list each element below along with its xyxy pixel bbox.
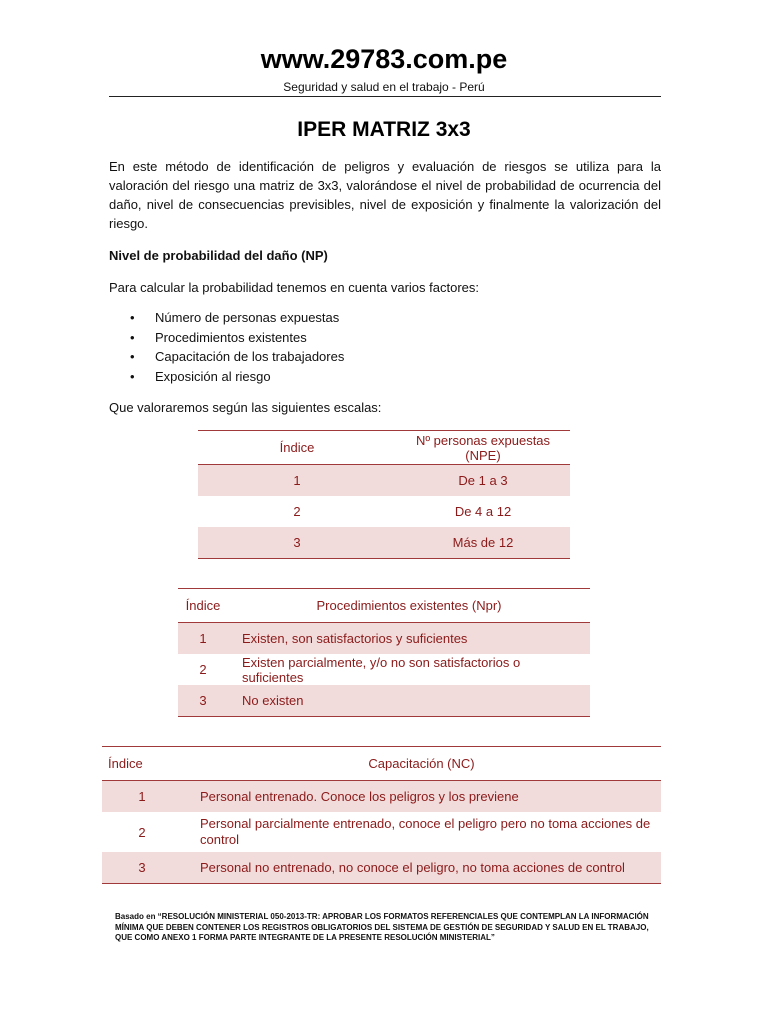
scales-paragraph: Que valoraremos según las siguientes escalas:: [109, 400, 382, 415]
table-row: [178, 623, 590, 655]
value-cell: Existen, son satisfactorios y suficientes: [228, 623, 590, 655]
value-cell: Personal no entrenado, no conoce el peligro, no toma acciones de control: [182, 852, 661, 884]
table-row: [198, 527, 570, 559]
factor-label: Exposición al riesgo: [155, 369, 271, 385]
value-cell: Existen parcialmente, y/o no son satisfactorios o suficientes: [242, 654, 521, 685]
index-cell: 2: [199, 662, 207, 677]
site-url: www.29783.com.pe: [260, 44, 508, 74]
value-cell: De 4 a 12: [454, 504, 512, 519]
table-row: [178, 654, 590, 685]
factor-label: Número de personas expuestas: [155, 310, 340, 325]
index-cell: 1: [102, 781, 182, 813]
value-cell: Personal parcialmente entrenado, conoce el peligro pero no toma acciones de control: [200, 816, 651, 847]
column-header-nc: Capacitación (NC): [182, 747, 661, 781]
site-tagline: Seguridad y salud en el trabajo - Perú: [283, 80, 485, 94]
column-header-index: Índice: [102, 747, 182, 781]
list-item: [109, 347, 661, 367]
table-row: [198, 496, 570, 527]
index-cell: 2: [138, 824, 146, 840]
table-row: [102, 852, 661, 884]
list-item: [109, 308, 661, 328]
factor-label: Procedimientos existentes: [155, 329, 307, 345]
header-divider: [109, 96, 661, 97]
value-cell: De 1 a 3: [396, 465, 570, 497]
list-item: [109, 367, 661, 387]
bullet-icon: •: [130, 310, 135, 325]
column-header-npr: Procedimientos existentes (Npr): [228, 589, 590, 623]
nc-table: [102, 746, 661, 884]
intro-paragraph: En este método de identificación de peligros y evaluación de riesgos se utiliza para la valoración del riesgo una matriz de 3x3, valorándose el nivel de probabilidad de ocurrencia del daño, nivel de consecuencias previsibles, nivel de exposición y finalmente la valorización del riesgo.: [109, 159, 661, 231]
np-heading: Nivel de probabilidad del daño (NP): [109, 248, 328, 263]
table-row: [102, 812, 661, 852]
list-item: [109, 328, 661, 348]
calc-paragraph: Para calcular la probabilidad tenemos en cuenta varios factores:: [109, 280, 479, 295]
index-cell: 1: [178, 623, 228, 655]
value-cell: Personal entrenado. Conoce los peligros y los previene: [182, 781, 661, 813]
table-row: [102, 781, 661, 813]
bullet-icon: •: [130, 349, 135, 365]
factors-list: [109, 308, 661, 387]
footer-note: Basado en “RESOLUCIÓN MINISTERIAL 050-2013-TR: APROBAR LOS FORMATOS REFERENCIALES QUE CONTEMPLAN LA INFORMACIÓN MÍNIMA QUE DEBEN CONTENER LOS REGISTROS OBLIGATORIOS DEL SISTEMA DE GESTIÓN DE SEGURIDAD Y SALUD EN EL TRABAJO, QUE COMO ANEXO 1 FORMA PARTE INTEGRANTE DE LA PRESENTE RESOLUCIÓN MINISTERIAL”: [115, 912, 649, 942]
index-cell: 1: [198, 465, 396, 497]
bullet-icon: •: [130, 329, 135, 345]
column-header-npe: Nº personas expuestas (NPE): [396, 431, 570, 465]
column-header-index: Índice: [178, 589, 228, 623]
value-cell: Más de 12: [396, 527, 570, 559]
bullet-icon: •: [130, 369, 135, 385]
table-header-row: [178, 589, 590, 623]
index-cell: 2: [293, 504, 301, 519]
value-cell: No existen: [228, 685, 590, 717]
npe-table: [198, 430, 570, 559]
factor-label: Capacitación de los trabajadores: [155, 349, 345, 365]
column-header-index: Índice: [198, 431, 396, 465]
index-cell: 3: [178, 685, 228, 717]
index-cell: 3: [198, 527, 396, 559]
npr-table: [178, 588, 590, 717]
table-row: [178, 685, 590, 717]
table-header-row: [198, 431, 570, 465]
table-header-row: [102, 747, 661, 781]
table-row: [198, 465, 570, 497]
page-title: IPER MATRIZ 3x3: [297, 118, 471, 141]
index-cell: 3: [102, 852, 182, 884]
